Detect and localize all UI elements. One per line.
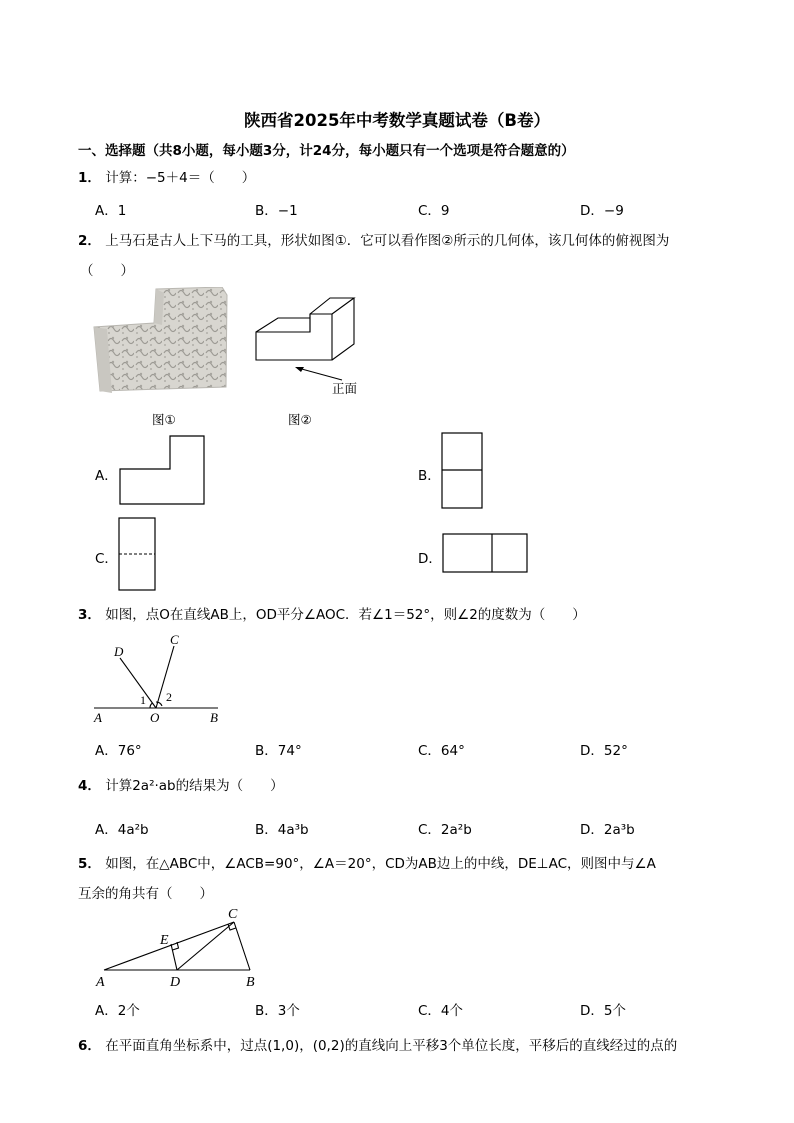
question-number: 1． [78,170,101,186]
question-text: 在平面直角坐标系中，过点(1,0)，(0,2)的直线向上平移3个单位长度，平移后的直线经过的点的 [105,1038,678,1054]
label-angle-1: 1 [140,693,146,707]
q5-option-a[interactable]: A．2个 [95,1003,140,1019]
question-3 [78,603,586,623]
question-5-line-2: 互余的角共有（ ） [78,886,213,902]
option-c-shape [118,517,158,593]
option-b-shape [441,432,485,510]
label-d: D [114,644,124,659]
question-text: 计算2a²·ab的结果为（ ） [105,778,284,794]
q3-option-d[interactable]: D．52° [580,743,628,759]
q4-option-a[interactable]: A．4a²b [95,822,149,838]
q3-option-a[interactable]: A．76° [95,743,142,759]
question-number: 4． [78,778,101,794]
label-d: D [170,975,181,990]
q4-option-b[interactable]: B．4a³b [255,822,309,838]
question-text: 如图，点O在直线AB上，OD平分∠AOC．若∠1＝52°，则∠2的度数为（ ） [105,607,586,623]
question-4 [78,774,284,794]
answer-paren: （ ） [80,263,134,279]
question-1 [78,166,255,186]
q2-option-c[interactable]: C． [95,551,118,567]
label-angle-2: 2 [166,690,172,704]
question-2 [78,229,669,249]
page-title: 陕西省2025年中考数学真题试卷（B卷） [244,111,550,130]
figure-1-caption: 图① [152,412,176,427]
label-c: C [170,632,179,647]
question-text: 上马石是古人上下马的工具，形状如图①．它可以看作图②所示的几何体，该几何体的俯视图为 [105,233,670,249]
label-c: C [228,907,238,922]
question-number: 3． [78,607,101,623]
question-5 [78,852,656,872]
q5-option-c[interactable]: C．4个 [418,1003,464,1019]
q4-option-c[interactable]: C．2a²b [418,822,472,838]
label-a: A [94,710,102,725]
front-label: 正面 [332,381,358,396]
mounting-stone-photo [92,287,230,395]
q1-option-b[interactable]: B．−1 [255,203,298,219]
q1-option-d[interactable]: D．−9 [580,203,624,219]
label-b: B [246,975,255,990]
q2-option-d[interactable]: D． [418,551,442,567]
label-e: E [160,933,169,948]
option-d-shape [442,533,530,575]
question-text: 计算：−5＋4＝（ ） [105,170,256,186]
q1-option-c[interactable]: C．9 [418,203,450,219]
question-text: 如图，在△ABC中，∠ACB=90°，∠A＝20°，CD为AB边上的中线，DE⊥AC，则图中与∠A [105,856,656,872]
question-number: 2． [78,233,101,249]
figure-2-caption: 图② [288,412,312,427]
q2-option-b[interactable]: B． [418,468,441,484]
triangle-figure [92,906,267,992]
label-b: B [210,710,218,725]
q3-option-c[interactable]: C．64° [418,743,465,759]
label-a: A [96,975,105,990]
q3-option-b[interactable]: B．74° [255,743,302,759]
question-number: 5． [78,856,101,872]
q2-option-a[interactable]: A． [95,468,118,484]
question-number: 6． [78,1038,101,1054]
option-a-shape [118,435,208,507]
label-o: O [150,710,160,725]
q1-option-a[interactable]: A．1 [95,203,127,219]
section-heading: 一、选择题（共8小题，每小题3分，计24分，每小题只有一个选项是符合题意的） [78,143,575,159]
q5-option-d[interactable]: D．5个 [580,1003,626,1019]
angle-figure [90,628,230,726]
question-6 [78,1034,677,1054]
q5-option-b[interactable]: B．3个 [255,1003,300,1019]
q4-option-d[interactable]: D．2a³b [580,822,635,838]
